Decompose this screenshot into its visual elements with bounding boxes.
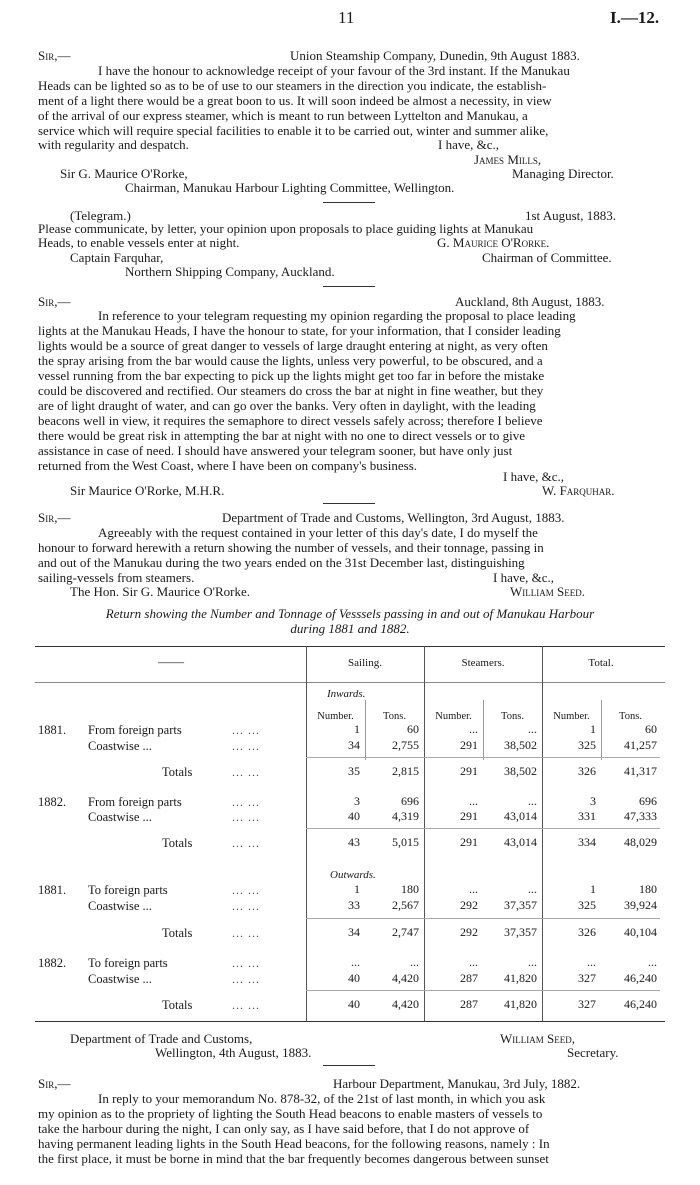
telegram-date: 1st August, 1883. [525, 208, 617, 223]
table-cell: 325 [578, 738, 596, 752]
letter1-line: of the arrival of our express steamer, which is meant to run between Lyttelton and Manukau, a [38, 108, 528, 123]
table-cell: 2,747 [392, 925, 419, 939]
table-row-totals-label: Totals [162, 998, 193, 1012]
letter1-line: with regularity and despatch. [38, 137, 189, 152]
inwards-heading: Inwards. [327, 688, 366, 700]
table-cell: 5,015 [392, 835, 419, 849]
table-cell: 43,014 [504, 835, 537, 849]
table-cell: 326 [578, 764, 596, 778]
letter1-line: I have the honour to acknowledge receipt of your favour of the 3rd instant. If the Manukau [98, 63, 570, 78]
letter1-recipient-title: Chairman, Manukau Harbour Lighting Committee, Wellington. [125, 180, 455, 195]
letter1-recipient: Sir G. Maurice O'Rorke, [60, 166, 188, 181]
letter2-line: lights at the Manukau Heads, I have the honour to state, for your information, that I consider leading [38, 323, 561, 338]
letter3-line: honour to forward herewith a return showing the number of vessels, and their tonnage, passing in [38, 540, 544, 555]
telegram-recipient-company: Northern Shipping Company, Auckland. [125, 264, 335, 279]
table-cell: 38,502 [504, 738, 537, 752]
letter4-line: my opinion as to the propriety of lighting the South Head beacons to enable masters of vessels to [38, 1106, 543, 1121]
table-cell: 292 [460, 925, 478, 939]
table-cell: 291 [460, 835, 478, 849]
table-cell: 291 [460, 738, 478, 752]
table-cell: 60 [407, 722, 419, 736]
outwards-heading: Outwards. [330, 869, 376, 881]
table-cell: 48,029 [624, 835, 657, 849]
table-footer-date: Wellington, 4th August, 1883. [155, 1045, 312, 1060]
table-title-years: during 1881 and 1882. [290, 621, 410, 636]
table-cell: 3 [590, 794, 596, 808]
letter2-line: there would be great risk in attempting the bar at night with no one to direct vessels or to give [38, 428, 526, 443]
subheading-tons: Tons. [383, 711, 406, 722]
letter4-line: having permanent leading lights in the South Head beacons, for the following reasons, namely : In [38, 1136, 550, 1151]
stub-heading-dash: —— [158, 654, 184, 669]
table-cell: 35 [348, 764, 360, 778]
telegram-recipient: Captain Farquhar, [70, 250, 164, 265]
table-cell: 696 [639, 794, 657, 808]
table-cell: ... [469, 722, 478, 736]
leader-dots: ... ... [232, 972, 260, 986]
subheading-number: Number. [317, 711, 354, 722]
letter3-signer: William Seed. [510, 584, 585, 599]
table-cell: ... [648, 955, 657, 969]
letter3-address: Department of Trade and Customs, Wellington, 3rd August, 1883. [222, 510, 565, 525]
telegram-line: Please communicate, by letter, your opinion upon proposals to place guiding lights at Manukau [38, 221, 534, 236]
table-cell: 180 [401, 882, 419, 896]
table-cell: 47,333 [624, 809, 657, 823]
table-row-label: Coastwise ... [88, 899, 152, 913]
table-cell: 43,014 [504, 809, 537, 823]
table-cell: ... [469, 794, 478, 808]
letter2-line: returned from the West Coast, where I have been on company's business. [38, 458, 418, 473]
totals-separator-rule [306, 990, 660, 991]
table-cell: 41,317 [624, 764, 657, 778]
table-cell: 39,924 [624, 898, 657, 912]
table-cell: ... [587, 955, 596, 969]
table-row-label: Coastwise ... [88, 739, 152, 753]
letter3-recipient: The Hon. Sir G. Maurice O'Rorke. [70, 584, 250, 599]
letter2-line: assistance in case of need. I should have answered your telegram sooner, but have only just [38, 443, 513, 458]
table-cell: 37,357 [504, 925, 537, 939]
table-cell: 287 [460, 997, 478, 1011]
totals-separator-rule [306, 757, 660, 758]
table-cell: 334 [578, 835, 596, 849]
table-row-totals-label: Totals [162, 926, 193, 940]
leader-dots: ... ... [232, 739, 260, 753]
table-cell: 291 [460, 764, 478, 778]
letter1-salutation: Sir,— [38, 48, 71, 63]
table-cell: 292 [460, 898, 478, 912]
letter2-recipient: Sir Maurice O'Rorke, M.H.R. [70, 483, 225, 498]
table-cell: 40 [348, 997, 360, 1011]
table-cell: 40 [348, 809, 360, 823]
table-cell: ... [469, 882, 478, 896]
letter3-line: Agreeably with the request contained in your letter of this day's date, I do myself the [98, 525, 538, 540]
table-row-label: From foreign parts [88, 723, 182, 737]
section-divider [323, 503, 375, 504]
leader-dots: ... ... [232, 956, 260, 970]
letter4-address: Harbour Department, Manukau, 3rd July, 1882. [333, 1076, 581, 1091]
table-cell: ... [351, 955, 360, 969]
letter1-line: ment of a light there would be a great boon to us. It will soon indeed be almost a necessity, in view [38, 93, 552, 108]
leader-dots: ... ... [232, 836, 260, 850]
document-reference: I.—12. [610, 8, 660, 27]
table-cell: 287 [460, 971, 478, 985]
letter2-line: In reference to your telegram requesting my opinion regarding the proposal to place leading [98, 308, 576, 323]
table-cell: ... [469, 955, 478, 969]
table-row-totals-label: Totals [162, 836, 193, 850]
table-cell: 180 [639, 882, 657, 896]
table-row-totals-label: Totals [162, 765, 193, 779]
table-row-label: From foreign parts [88, 795, 182, 809]
table-cell: 2,755 [392, 738, 419, 752]
table-cell: ... [528, 722, 537, 736]
table-cell: 3 [354, 794, 360, 808]
subheading-number: Number. [435, 711, 472, 722]
totals-separator-rule [306, 828, 660, 829]
table-footer-signer: William Seed, [500, 1031, 575, 1046]
table-row-label: Coastwise ... [88, 810, 152, 824]
table-cell: 291 [460, 809, 478, 823]
letter2-signer: W. Farquhar. [542, 483, 615, 498]
letter2-salutation: Sir,— [38, 294, 71, 309]
letter1-line: Heads can be lighted so as to be of use to our steamers in the direction you indicate, the establish- [38, 78, 547, 93]
table-cell: 331 [578, 809, 596, 823]
table-cell: 41,820 [504, 997, 537, 1011]
letter2-close: I have, &c., [503, 469, 565, 484]
table-cell: 2,567 [392, 898, 419, 912]
table-cell: 40 [348, 971, 360, 985]
page-number: 11 [338, 8, 355, 27]
subheading-tons: Tons. [619, 711, 642, 722]
leader-dots: ... ... [232, 810, 260, 824]
letter3-line: sailing-vessels from steamers. [38, 570, 195, 585]
letter1-signer-title: Managing Director. [512, 166, 614, 181]
table-top-rule [35, 646, 665, 647]
table-cell: ... [528, 882, 537, 896]
table-row-year: 1882. [38, 795, 67, 809]
table-row-label: Coastwise ... [88, 972, 152, 986]
section-divider [323, 286, 375, 287]
table-cell: 38,502 [504, 764, 537, 778]
letter1-signer: James Mills, [474, 152, 542, 167]
letter4-salutation: Sir,— [38, 1076, 71, 1091]
table-cell: 326 [578, 925, 596, 939]
section-divider [323, 202, 375, 203]
table-cell: 37,357 [504, 898, 537, 912]
table-cell: 46,240 [624, 971, 657, 985]
table-cell: 34 [348, 738, 360, 752]
letter3-salutation: Sir,— [38, 510, 71, 525]
table-cell: ... [528, 794, 537, 808]
table-cell: ... [410, 955, 419, 969]
group-heading-steamers: Steamers. [461, 657, 505, 669]
table-cell: 41,257 [624, 738, 657, 752]
table-cell: ... [528, 955, 537, 969]
letter1-line: service which will require special facilities to enable it to be carried out, winter and summer alike, [38, 123, 549, 138]
table-row-label: To foreign parts [88, 883, 168, 897]
table-title: Return showing the Number and Tonnage of Vesssels passing in and out of Manukau Harbour [105, 606, 595, 621]
table-row-year: 1881. [38, 883, 67, 897]
table-cell: 1 [354, 882, 360, 896]
table-cell: 2,815 [392, 764, 419, 778]
group-heading-sailing: Sailing. [348, 657, 382, 669]
letter3-line: and out of the Manukau during the two years ended on the 31st December last, distinguishing [38, 555, 525, 570]
telegram-signer-title: Chairman of Committee. [482, 250, 612, 265]
table-cell: 41,820 [504, 971, 537, 985]
table-bottom-rule [35, 1021, 665, 1022]
table-cell: 1 [590, 722, 596, 736]
letter2-address: Auckland, 8th August, 1883. [455, 294, 605, 309]
telegram-label: (Telegram.) [70, 208, 131, 223]
telegram-line: Heads, to enable vessels enter at night. [38, 235, 240, 250]
table-cell: 1 [590, 882, 596, 896]
letter2-line: are of light draught of water, and can go over the banks. Very often in daylight, with the leading [38, 398, 536, 413]
section-divider [323, 1065, 375, 1066]
letter1-address: Union Steamship Company, Dunedin, 9th August 1883. [290, 48, 580, 63]
leader-dots: ... ... [232, 998, 260, 1012]
table-row-year: 1881. [38, 723, 67, 737]
table-cell: 43 [348, 835, 360, 849]
table-cell: 327 [578, 997, 596, 1011]
table-row-label: To foreign parts [88, 956, 168, 970]
letter2-line: the spray arising from the bar would cause the lights, unless very powerful, to be obscured, and a [38, 353, 543, 368]
table-footer-signer-title: Secretary. [567, 1045, 619, 1060]
table-cell: 46,240 [624, 997, 657, 1011]
leader-dots: ... ... [232, 765, 260, 779]
letter4-line: take the harbour during the night, I can only say, as I have said before, that I do not approve of [38, 1121, 530, 1136]
letter2-line: could be discovered and rectified. Our steamers do cross the bar at night in fine weather, but they [38, 383, 544, 398]
table-cell: 4,420 [392, 971, 419, 985]
telegram-signer: G. Maurice O'Rorke. [437, 235, 550, 250]
table-cell: 40,104 [624, 925, 657, 939]
subheading-tons: Tons. [501, 711, 524, 722]
table-cell: 327 [578, 971, 596, 985]
table-cell: 60 [645, 722, 657, 736]
group-heading-total: Total. [588, 657, 614, 669]
subheading-number: Number. [553, 711, 590, 722]
leader-dots: ... ... [232, 883, 260, 897]
letter1-close: I have, &c., [438, 137, 500, 152]
letter3-close: I have, &c., [493, 570, 555, 585]
leader-dots: ... ... [232, 899, 260, 913]
table-cell: 4,420 [392, 997, 419, 1011]
leader-dots: ... ... [232, 795, 260, 809]
leader-dots: ... ... [232, 926, 260, 940]
table-cell: 1 [354, 722, 360, 736]
letter4-line: the first place, it must be borne in mind that the bar frequently becomes dangerous between sunset [38, 1151, 549, 1166]
leader-dots: ... ... [232, 723, 260, 737]
table-cell: 34 [348, 925, 360, 939]
table-cell: 325 [578, 898, 596, 912]
totals-separator-rule [306, 918, 660, 919]
letter2-line: lights would be a source of great danger to vessels of large draught entering at night, as very often [38, 338, 548, 353]
table-header-rule [35, 682, 665, 683]
table-footer-department: Department of Trade and Customs, [70, 1031, 253, 1046]
letter2-line: beacons well in view, it requires the semaphore to direct vessels safely across; therefore I believe [38, 413, 543, 428]
letter4-line: In reply to your memorandum No. 878-32, of the 21st of last month, in which you ask [98, 1091, 546, 1106]
table-cell: 4,319 [392, 809, 419, 823]
letter2-line: vessel running from the bar expecting to pick up the lights might get too far in before the mistake [38, 368, 545, 383]
table-row-year: 1882. [38, 956, 67, 970]
table-cell: 33 [348, 898, 360, 912]
table-cell: 696 [401, 794, 419, 808]
